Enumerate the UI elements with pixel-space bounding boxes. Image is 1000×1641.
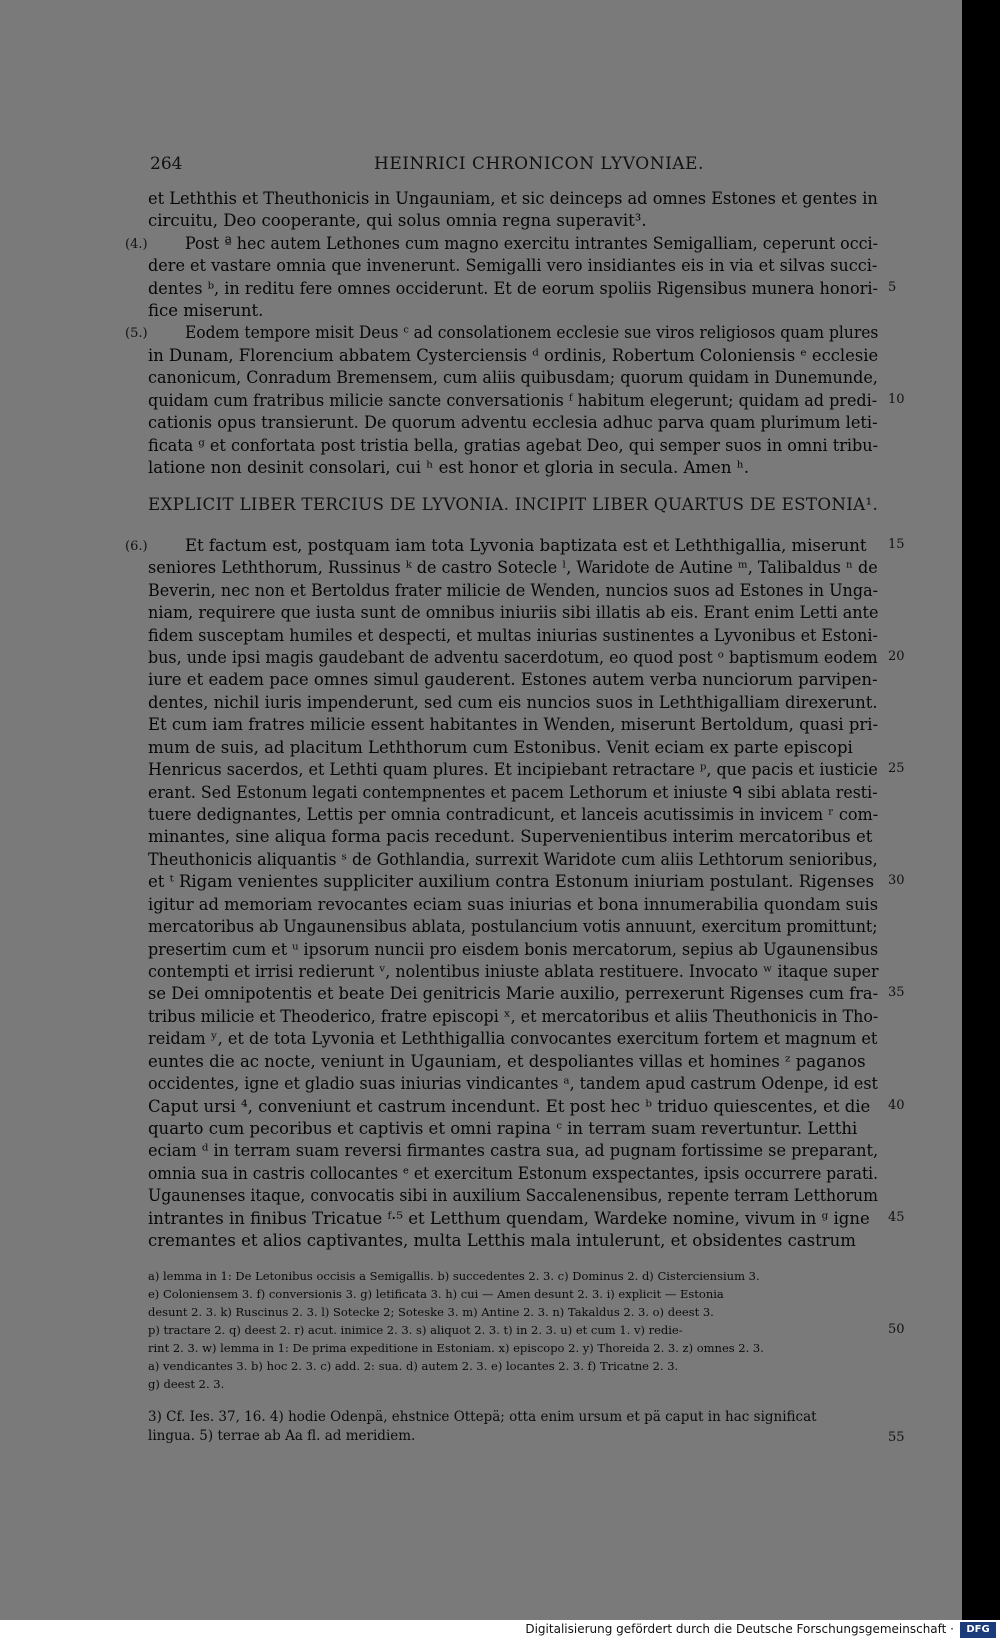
- text-line: fice miserunt.: [148, 301, 264, 320]
- text-line: tribus milicie et Theoderico, fratre episcopi ˣ, et mercatoribus et aliis Theuthonicis in Tho-: [148, 1007, 879, 1026]
- text-line: in Dunam, Florencium abbatem Cysterciensis ᵈ ordinis, Robertum Coloniensis ᵉ ecclesie: [148, 346, 879, 365]
- text-line: latione non desinit consolari, cui ʰ est honor et gloria in secula. Amen ʰ.: [148, 458, 750, 477]
- text-line: omnia sua in castris collocantes ᵉ et exercitum Estonum exspectantes, ipsis occurrere parati.: [148, 1164, 879, 1183]
- text-line: ficata ᵍ et confortata post tristia bella, gratias agebat Deo, qui semper suos in omni tribu-: [148, 436, 879, 455]
- text-line: reidam ʸ, et de tota Lyvonia et Leththigallia convocantes exercitum fortem et magnum et: [148, 1029, 878, 1048]
- text-line: presertim cum et ᵘ ipsorum nuncii pro eisdem bonis mercatorum, sepius ab Ugaunensibus: [148, 940, 879, 959]
- line-number: 20: [888, 649, 905, 664]
- line-number: 35: [888, 985, 905, 1000]
- variant-line: e) Coloniensem 3. f) conversionis 3. g) letificata 3. h) cui — Amen desunt 2. 3. i) explicit — Estonia: [148, 1287, 724, 1301]
- text-line: eciam ᵈ in terram suam reversi firmantes castra sua, ad pugnam fortissime se preparant,: [148, 1141, 879, 1160]
- text-line: Beverin, nec non et Bertoldus frater milicie de Wenden, nuncios suos ad Estones in Unga-: [148, 581, 879, 600]
- running-title: HEINRICI CHRONICON LYVONIAE.: [374, 154, 704, 174]
- line-number: 30: [888, 873, 905, 888]
- text-line: seniores Leththorum, Russinus ᵏ de castro Sotecle ˡ, Waridote de Autine ᵐ, Talibaldus ⁿ de: [148, 558, 878, 577]
- paragraph-marker: (4.): [125, 237, 148, 252]
- text-line: Caput ursi ⁴, conveniunt et castrum incendunt. Et post hec ᵇ triduo quiescentes, et die: [148, 1097, 871, 1116]
- text-line: Et factum est, postquam iam tota Lyvonia baptizata est et Leththigallia, miserunt: [185, 536, 867, 555]
- text-line: cationis opus transierunt. De quorum adventu ecclesia adhuc parva quam plurimum leti-: [148, 413, 878, 432]
- line-number: 50: [888, 1322, 905, 1337]
- text-line: niam, requirere que iusta sunt de omnibus iniuriis sibi illatis ab eis. Erant enim Letti ante: [148, 603, 879, 622]
- note-line: lingua. 5) terrae ab Aa fl. ad meridiem.: [148, 1428, 416, 1444]
- line-number: 15: [888, 537, 905, 552]
- line-number: 55: [888, 1430, 905, 1445]
- text-line: mum de suis, ad placitum Leththorum cum Estonibus. Venit eciam ex parte episcopi: [148, 738, 853, 757]
- text-line: fidem susceptam humiles et despecti, et multas iniurias sustinentes a Lyvonibus et Estoni-: [148, 626, 878, 645]
- text-line: erant. Sed Estonum legati contempnentes et pacem Lethorum et iniuste ᑫ sibi ablata resti-: [148, 783, 878, 802]
- text-line: euntes die ac nocte, veniunt in Ugauniam, et despoliantes villas et homines ᶻ paganos: [148, 1052, 866, 1071]
- text-line: mercatoribus ab Ungaunensibus ablata, postulancium votis annuunt, exercitum promittunt;: [148, 917, 878, 936]
- text-line: se Dei omnipotentis et beate Dei genitricis Marie auxilio, perrexerunt Rigenses cum fra-: [148, 984, 879, 1003]
- text-line: cremantes et alios captivantes, multa Letthis mala intulerunt, et obsidentes castrum: [148, 1231, 856, 1250]
- text-line: dentes ᵇ, in reditu fere omnes occiderunt. Et de eorum spoliis Rigensibus munera honori-: [148, 279, 878, 298]
- line-number: 40: [888, 1098, 905, 1113]
- text-line: quidam cum fratribus milicie sancte conversationis ᶠ habitum elegerunt; quidam ad predi-: [148, 391, 878, 410]
- text-line: occidentes, igne et gladio suas iniurias vindicantes ᵃ, tandem apud castrum Odenpe, id est: [148, 1074, 878, 1093]
- paragraph-marker: (5.): [125, 326, 148, 341]
- line-number: 25: [888, 761, 905, 776]
- text-line: et Leththis et Theuthonicis in Ungauniam, et sic deinceps ad omnes Estones et gentes in: [148, 189, 878, 208]
- text-line: Eodem tempore misit Deus ᶜ ad consolationem ecclesie sue viros religiosos quam plures: [185, 323, 879, 342]
- text-line: tuere dedignantes, Lettis per omnia contradicunt, et lanceis acutissimis in invicem ʳ com-: [148, 805, 879, 824]
- text-line: quarto cum pecoribus et captivis et omni rapina ᶜ in terram suam revertuntur. Letthi: [148, 1119, 858, 1138]
- text-line: Post ª hec autem Lethones cum magno exercitu intrantes Semigalliam, ceperunt occi-: [185, 234, 878, 253]
- text-line: minantes, sine aliqua forma pacis recedunt. Supervenientibus interim mercatoribus et: [148, 827, 873, 846]
- text-line: Theuthonicis aliquantis ˢ de Gothlandia, surrexit Waridote cum aliis Lethtorum senioribus,: [148, 850, 878, 869]
- text-line: Et cum iam fratres milicie essent habitantes in Wenden, miserunt Bertoldum, quasi pri-: [148, 715, 879, 734]
- variant-line: a) vendicantes 3. b) hoc 2. 3. c) add. 2: sua. d) autem 2. 3. e) locantes 2. 3. f) Tricatne 2. 3.: [148, 1359, 679, 1373]
- line-number: 5: [888, 280, 897, 295]
- scan-border: [962, 0, 1000, 1641]
- dfg-logo-icon: DFG: [960, 1622, 996, 1638]
- text-line: dentes, nichil iuris impenderunt, sed cum eis nuncios suos in Leththigalliam direxerunt.: [148, 693, 878, 712]
- text-line: Henricus sacerdos, et Lethti quam plures. Et incipiebant retractare ᵖ, que pacis et iusticie: [148, 760, 878, 779]
- text-line: et ᵗ Rigam venientes suppliciter auxilium contra Estonum iniuriam postulant. Rigenses: [148, 872, 875, 891]
- variant-line: g) deest 2. 3.: [148, 1377, 225, 1391]
- paragraph-marker: (6.): [125, 539, 148, 554]
- note-line: 3) Cf. Ies. 37, 16. 4) hodie Odenpä, ehstnice Ottepä; otta enim ursum et pä caput in hac significat: [148, 1409, 817, 1425]
- text-line: contempti et irrisi redierunt ᵛ, nolentibus iniuste ablata restituere. Invocato ʷ itaque super: [148, 962, 879, 981]
- variant-line: p) tractare 2. q) deest 2. r) acut. inimice 2. 3. s) aliquot 2. 3. t) in 2. 3. u) et cum 1. v) redie-: [148, 1323, 683, 1337]
- text-line: Ugaunenses itaque, convocatis sibi in auxilium Saccalenensibus, repente terram Letthorum: [148, 1186, 878, 1205]
- text-line: bus, unde ipsi magis gaudebant de adventu sacerdotum, eo quod post ᵒ baptismum eodem: [148, 648, 878, 667]
- variant-line: a) lemma in 1: De Letonibus occisis a Semigallis. b) succedentes 2. 3. c) Dominus 2. d) Cisterciensium 3.: [148, 1269, 760, 1283]
- text-line: intrantes in finibus Tricatue ᶠ·⁵ et Letthum quendam, Wardeke nomine, vivum in ᵍ igne: [148, 1209, 870, 1228]
- variant-line: desunt 2. 3. k) Ruscinus 2. 3. l) Sotecke 2; Soteske 3. m) Antine 2. 3. n) Takaldus 2. 3. o) deest 3.: [148, 1305, 714, 1319]
- section-heading: EXPLICIT LIBER TERCIUS DE LYVONIA. INCIPIT LIBER QUARTUS DE ESTONIA¹.: [148, 495, 879, 515]
- text-line: iure et eadem pace omnes simul gauderent. Estones autem verba nunciorum parvipen-: [148, 670, 878, 689]
- text-line: circuitu, Deo cooperante, qui solus omnia regna superavit³.: [148, 211, 647, 230]
- line-number: 10: [888, 392, 905, 407]
- funding-credit: Digitalisierung gefördert durch die Deutsche Forschungsgemeinschaft ·: [525, 1622, 954, 1636]
- text-line: dere et vastare omnia que invenerunt. Semigalli vero insidiantes eis in via et silvas succi-: [148, 256, 878, 275]
- line-number: 45: [888, 1210, 905, 1225]
- variant-line: rint 2. 3. w) lemma in 1: De prima expeditione in Estoniam. x) episcopo 2. y) Thoreida 2. 3. z) omnes 2. 3.: [148, 1341, 764, 1355]
- text-line: canonicum, Conradum Bremensem, cum aliis quibusdam; quorum quidam in Dunemunde,: [148, 368, 878, 387]
- footer-bar: [0, 1620, 1000, 1641]
- page-number: 264: [150, 154, 183, 174]
- text-line: igitur ad memoriam revocantes eciam suas iniurias et bona innumerabilia quondam suis: [148, 895, 879, 914]
